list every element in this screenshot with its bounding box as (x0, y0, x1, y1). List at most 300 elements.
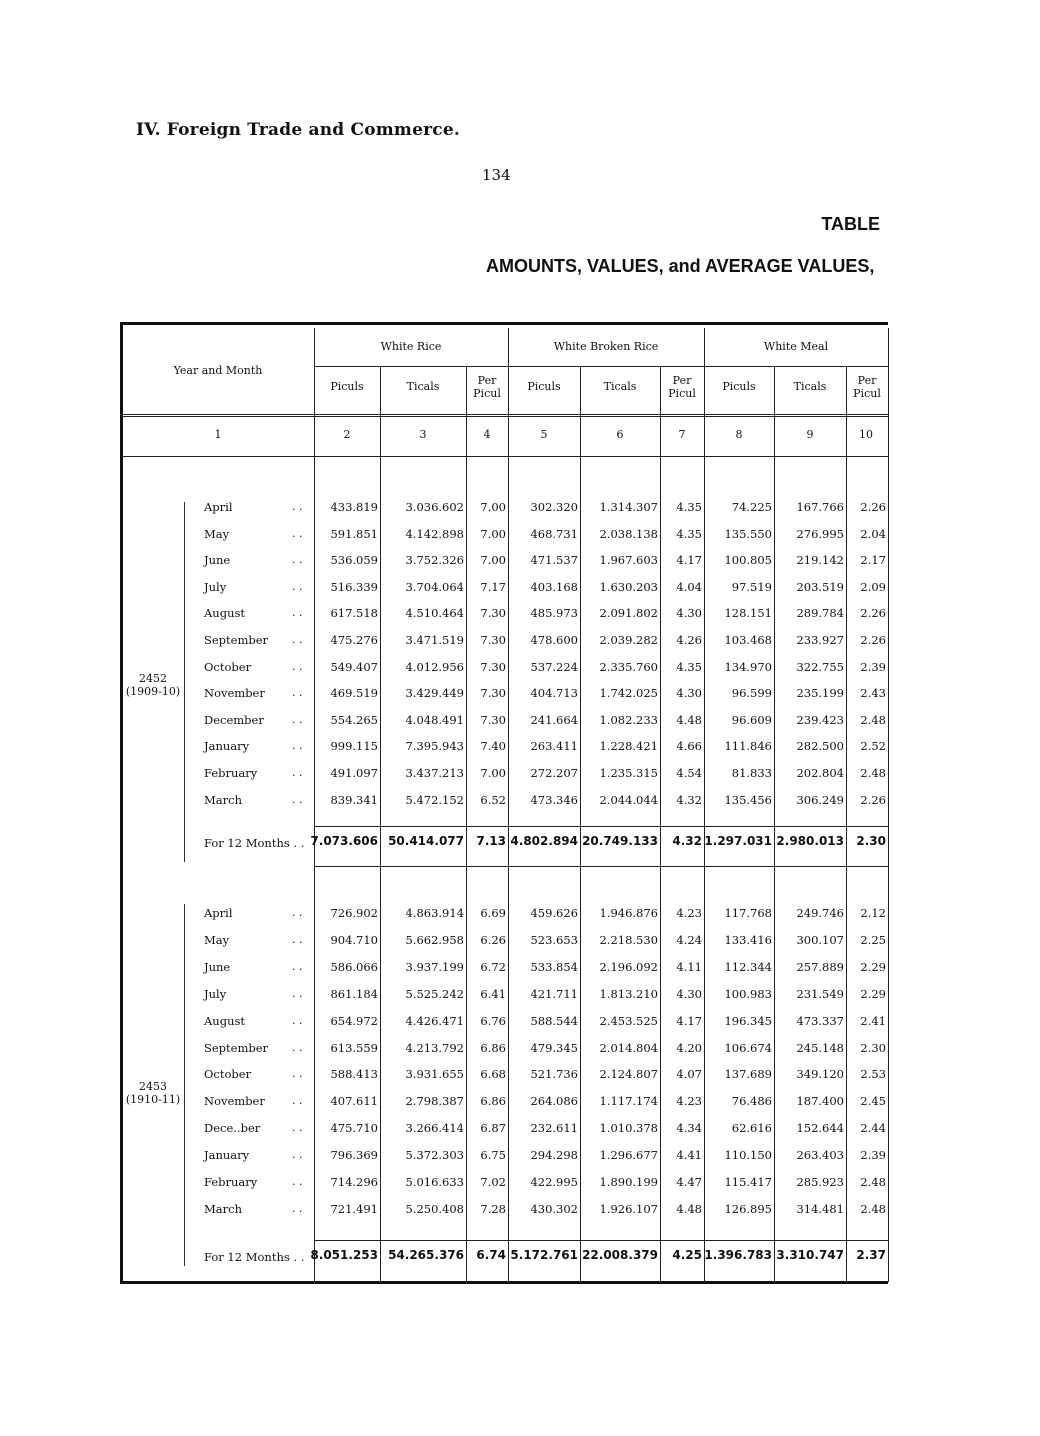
table-cell: 588.544 (530, 1014, 578, 1028)
table-cell: 3.429.449 (405, 686, 464, 700)
table-cell: 245.148 (796, 1041, 844, 1055)
table-cell: 4.510.464 (405, 606, 464, 620)
table-cell: 796.369 (330, 1148, 378, 1162)
table-cell: 586.066 (330, 960, 378, 974)
table-cell: 2.26 (860, 500, 886, 514)
header-subcol: Per Picul (668, 374, 696, 400)
total-cell: 5.172.761 (510, 1248, 578, 1262)
column-rule (580, 366, 581, 1282)
table-word: TABLE (821, 214, 880, 234)
table-cell: 861.184 (330, 987, 378, 1001)
table-cell: 257.889 (796, 960, 844, 974)
table-cell: 4.35 (676, 500, 702, 514)
table-cell: 3.266.414 (405, 1121, 464, 1135)
table-cell: 2.26 (860, 793, 886, 807)
table-cell: 135.550 (724, 527, 772, 541)
table-cell: 714.296 (330, 1175, 378, 1189)
table-cell: 1.228.421 (599, 739, 658, 753)
table-cell: 81.833 (731, 766, 772, 780)
table-cell: 459.626 (530, 906, 578, 920)
year-label-ce: (1910-11) (125, 1093, 181, 1106)
table-cell: 1.890.199 (599, 1175, 658, 1189)
table-cell: 7.30 (480, 713, 506, 727)
table-cell: 128.151 (724, 606, 772, 620)
table-cell: 294.298 (530, 1148, 578, 1162)
month-label: November (204, 686, 265, 700)
column-number: 5 (540, 428, 548, 441)
table-cell: 4.48 (676, 1202, 702, 1216)
table-cell: 7.30 (480, 660, 506, 674)
table-cell: 4.20 (676, 1041, 702, 1055)
table-cell: 4.30 (676, 686, 702, 700)
table-cell: 1.235.315 (599, 766, 658, 780)
month-label: November (204, 1094, 265, 1108)
table-cell: 7.02 (480, 1175, 506, 1189)
table-cell: 2.196.092 (599, 960, 658, 974)
month-label: October (204, 660, 252, 674)
table-cell: 282.500 (796, 739, 844, 753)
table-cell: 1.946.876 (599, 906, 658, 920)
table-cell: 549.407 (330, 660, 378, 674)
total-cell: 50.414.077 (388, 834, 464, 848)
table-cell: 126.895 (724, 1202, 772, 1216)
table-cell: 1.926.107 (599, 1202, 658, 1216)
table-cell: 6.52 (480, 793, 506, 807)
table-cell: 726.902 (330, 906, 378, 920)
table-cell: 152.644 (796, 1121, 844, 1135)
total-cell: 1.396.783 (704, 1248, 772, 1262)
table-cell: 4.54 (676, 766, 702, 780)
table-cell: 469.519 (330, 686, 378, 700)
leader-dots: . . (292, 933, 303, 946)
leader-dots: . . (292, 686, 303, 699)
table-cell: 1.296.677 (599, 1148, 658, 1162)
leader-dots: . . (292, 553, 303, 566)
table-cell: 2.25 (860, 933, 886, 947)
table-cell: 5.372.303 (405, 1148, 464, 1162)
row-rule (314, 826, 888, 827)
column-rule (466, 366, 467, 1282)
total-cell: 3.310.747 (776, 1248, 844, 1262)
table-cell: 2.48 (860, 766, 886, 780)
table-cell: 4.48 (676, 713, 702, 727)
leader-dots: . . (292, 660, 303, 673)
table-cell: 5.472.152 (405, 793, 464, 807)
table-cell: 263.411 (530, 739, 578, 753)
table-cell: 3.937.199 (405, 960, 464, 974)
table-cell: 4.30 (676, 606, 702, 620)
table-cell: 135.456 (724, 793, 772, 807)
table-cell: 407.611 (330, 1094, 378, 1108)
table-cell: 479.345 (530, 1041, 578, 1055)
table-cell: 2.48 (860, 1202, 886, 1216)
table-cell: 478.600 (530, 633, 578, 647)
table-cell: 3.036.602 (405, 500, 464, 514)
column-rule (846, 366, 847, 1282)
month-label: September (204, 633, 269, 647)
table-cell: 6.75 (480, 1148, 506, 1162)
year-label: 2453 (139, 1080, 167, 1093)
table-cell: 322.755 (796, 660, 844, 674)
total-cell: 4.802.894 (510, 834, 578, 848)
table-cell: 235.199 (796, 686, 844, 700)
table-cell: 7.30 (480, 606, 506, 620)
table-cell: 2.044.044 (599, 793, 658, 807)
table-cell: 5.662.958 (405, 933, 464, 947)
table-cell: 232.611 (530, 1121, 578, 1135)
month-label: July (204, 987, 227, 1001)
table-cell: 1.117.174 (599, 1094, 658, 1108)
table-cell: 3.752.326 (405, 553, 464, 567)
column-rule (704, 328, 705, 1282)
table-cell: 4.26 (676, 633, 702, 647)
month-label: April (204, 906, 233, 920)
table-cell: 241.664 (530, 713, 578, 727)
table-cell: 2.26 (860, 606, 886, 620)
table-cell: 613.559 (330, 1041, 378, 1055)
table-cell: 202.804 (796, 766, 844, 780)
leader-dots: . . (292, 739, 303, 752)
header-rule (122, 456, 888, 457)
table-cell: 97.519 (731, 580, 772, 594)
table-cell: 5.016.633 (405, 1175, 464, 1189)
column-number: 3 (419, 428, 427, 441)
table-cell: 6.86 (480, 1041, 506, 1055)
row-rule (314, 866, 888, 867)
column-rule (774, 366, 775, 1282)
table-cell: 167.766 (796, 500, 844, 514)
table-cell: 473.346 (530, 793, 578, 807)
year-brace (184, 502, 185, 862)
table-cell: 7.17 (480, 580, 506, 594)
month-label: August (204, 1014, 246, 1028)
table-cell: 4.04 (676, 580, 702, 594)
table-cell: 554.265 (330, 713, 378, 727)
leader-dots: . . (292, 793, 303, 806)
table-cell: 2.014.804 (599, 1041, 658, 1055)
table-cell: 7.00 (480, 766, 506, 780)
table-cell: 4.66 (676, 739, 702, 753)
column-number: 1 (214, 428, 222, 441)
table-cell: 2.52 (860, 739, 886, 753)
leader-dots: . . (292, 500, 303, 513)
total-cell: 4.25 (672, 1248, 702, 1262)
table-cell: 516.339 (330, 580, 378, 594)
table-cell: 249.746 (796, 906, 844, 920)
header-rule (122, 414, 888, 415)
total-cell: 20.749.133 (582, 834, 658, 848)
table-cell: 588.413 (330, 1067, 378, 1081)
header-group: White Rice (380, 340, 442, 353)
leader-dots: . . (292, 1041, 303, 1054)
table-cell: 106.674 (724, 1041, 772, 1055)
total-cell: 2.30 (856, 834, 886, 848)
table-cell: 471.537 (530, 553, 578, 567)
total-cell: 7.073.606 (310, 834, 378, 848)
header-subcol: Per Picul (853, 374, 881, 400)
table-cell: 2.039.282 (599, 633, 658, 647)
total-cell: 22.008.379 (582, 1248, 658, 1262)
table-cell: 1.630.203 (599, 580, 658, 594)
header-subcol: Ticals (406, 380, 440, 393)
table-cell: 421.711 (530, 987, 578, 1001)
table-cell: 2.09 (860, 580, 886, 594)
table-cell: 100.805 (724, 553, 772, 567)
header-subcol: Piculs (722, 380, 756, 393)
month-label: February (204, 766, 258, 780)
table-cell: 264.086 (530, 1094, 578, 1108)
table-cell: 4.47 (676, 1175, 702, 1189)
total-cell: 2.980.013 (776, 834, 844, 848)
table-cell: 721.491 (330, 1202, 378, 1216)
header-subcol: Ticals (793, 380, 827, 393)
column-rule (380, 366, 381, 1282)
total-cell: 4.32 (672, 834, 702, 848)
table-cell: 2.53 (860, 1067, 886, 1081)
table-cell: 485.973 (530, 606, 578, 620)
table-cell: 4.17 (676, 553, 702, 567)
total-cell: 8.051.253 (310, 1248, 378, 1262)
table-cell: 4.048.491 (405, 713, 464, 727)
header-year-month: Year and Month (173, 364, 263, 377)
table-cell: 4.11 (676, 960, 702, 974)
leader-dots: . . (292, 713, 303, 726)
table-cell: 1.742.025 (599, 686, 658, 700)
table-cell: 491.097 (330, 766, 378, 780)
table-cell: 5.525.242 (405, 987, 464, 1001)
leader-dots: . . (292, 906, 303, 919)
table-cell: 403.168 (530, 580, 578, 594)
table-cell: 7.40 (480, 739, 506, 753)
table-cell: 7.395.943 (405, 739, 464, 753)
header-subcol: Piculs (527, 380, 561, 393)
table-cell: 4.41 (676, 1148, 702, 1162)
leader-dots: . . (292, 1067, 303, 1080)
table-cell: 4.35 (676, 660, 702, 674)
table-cell: 2.29 (860, 960, 886, 974)
month-label: December (204, 713, 264, 727)
leader-dots: . . (292, 1121, 303, 1134)
table-cell: 4.35 (676, 527, 702, 541)
table-cell: 4.012.956 (405, 660, 464, 674)
table-cell: 96.599 (731, 686, 772, 700)
table-cell: 6.26 (480, 933, 506, 947)
header-rule (122, 416, 888, 417)
leader-dots: . . (292, 1148, 303, 1161)
table-cell: 239.423 (796, 713, 844, 727)
leader-dots: . . (292, 580, 303, 593)
column-number: 10 (859, 428, 873, 441)
column-rule (508, 328, 509, 1282)
table-cell: 6.68 (480, 1067, 506, 1081)
total-cell: 1.297.031 (704, 834, 772, 848)
table-cell: 115.417 (724, 1175, 772, 1189)
column-number: 7 (678, 428, 686, 441)
table-cell: 111.846 (724, 739, 772, 753)
column-rule (314, 328, 315, 1282)
table-cell: 7.00 (480, 500, 506, 514)
table-caption: AMOUNTS, VALUES, and AVERAGE VALUES, (486, 256, 875, 276)
table-cell: 2.12 (860, 906, 886, 920)
leader-dots: . . (292, 766, 303, 779)
table-cell: 6.41 (480, 987, 506, 1001)
table-cell: 3.704.064 (405, 580, 464, 594)
table-cell: 3.931.655 (405, 1067, 464, 1081)
header-subcol: Piculs (330, 380, 364, 393)
table-cell: 117.768 (724, 906, 772, 920)
table-cell: 904.710 (330, 933, 378, 947)
table-cell: 999.115 (330, 739, 378, 753)
table-cell: 233.927 (796, 633, 844, 647)
table-cell: 7.30 (480, 686, 506, 700)
table-cell: 1.010.378 (599, 1121, 658, 1135)
leader-dots: . . (292, 960, 303, 973)
leader-dots: . . (292, 1202, 303, 1215)
table-cell: 3.437.213 (405, 766, 464, 780)
total-cell: 6.74 (476, 1248, 506, 1262)
table-cell: 521.736 (530, 1067, 578, 1081)
table-cell: 133.416 (724, 933, 772, 947)
month-label: September (204, 1041, 269, 1055)
column-number: 8 (735, 428, 743, 441)
table-cell: 2.091.802 (599, 606, 658, 620)
table-cell: 537.224 (530, 660, 578, 674)
table-cell: 110.150 (724, 1148, 772, 1162)
table-cell: 2.124.807 (599, 1067, 658, 1081)
table-cell: 100.983 (724, 987, 772, 1001)
table-cell: 1.082.233 (599, 713, 658, 727)
table-cell: 4.213.792 (405, 1041, 464, 1055)
total-cell: 2.37 (856, 1248, 886, 1262)
table-cell: 2.798.387 (405, 1094, 464, 1108)
table-cell: 62.616 (731, 1121, 772, 1135)
table-cell: 4.34 (676, 1121, 702, 1135)
table-cell: 1.967.603 (599, 553, 658, 567)
table-cell: 272.207 (530, 766, 578, 780)
table-cell: 96.609 (731, 713, 772, 727)
total-cell: 7.13 (476, 834, 506, 848)
leader-dots: . . (292, 1094, 303, 1107)
year-brace (184, 904, 185, 1266)
month-label: May (204, 933, 230, 947)
table-cell: 103.468 (724, 633, 772, 647)
column-number: 9 (806, 428, 814, 441)
table-cell: 289.784 (796, 606, 844, 620)
table-cell: 137.689 (724, 1067, 772, 1081)
year-label-ce: (1909-10) (125, 685, 181, 698)
table-cell: 196.345 (724, 1014, 772, 1028)
table-cell: 404.713 (530, 686, 578, 700)
month-label: February (204, 1175, 258, 1189)
table-cell: 2.41 (860, 1014, 886, 1028)
total-label: For 12 Months . . (204, 836, 305, 850)
table-cell: 276.995 (796, 527, 844, 541)
table-cell: 2.30 (860, 1041, 886, 1055)
table-cell: 536.059 (330, 553, 378, 567)
table-cell: 468.731 (530, 527, 578, 541)
table-cell: 2.26 (860, 633, 886, 647)
leader-dots: . . (292, 606, 303, 619)
table-cell: 2.48 (860, 1175, 886, 1189)
table-cell: 7.28 (480, 1202, 506, 1216)
table-cell: 4.30 (676, 987, 702, 1001)
table-cell: 4.32 (676, 793, 702, 807)
table-cell: 2.29 (860, 987, 886, 1001)
table-cell: 4.863.914 (405, 906, 464, 920)
table-cell: 302.320 (530, 500, 578, 514)
table-cell: 473.337 (796, 1014, 844, 1028)
table-cell: 2.335.760 (599, 660, 658, 674)
table-cell: 7.30 (480, 633, 506, 647)
table-cell: 4.426.471 (405, 1014, 464, 1028)
table-cell: 314.481 (796, 1202, 844, 1216)
table-cell: 1.314.307 (599, 500, 658, 514)
table-cell: 74.225 (731, 500, 772, 514)
column-rule (888, 328, 889, 1282)
leader-dots: . . (292, 1175, 303, 1188)
column-number: 4 (483, 428, 491, 441)
table-cell: 533.854 (530, 960, 578, 974)
header-rule (314, 366, 888, 367)
table-cell: 231.549 (796, 987, 844, 1001)
table-cell: 187.400 (796, 1094, 844, 1108)
table-cell: 112.344 (724, 960, 772, 974)
table-cell: 1.813.210 (599, 987, 658, 1001)
table-cell: 4.23 (676, 1094, 702, 1108)
table-cell: 422.995 (530, 1175, 578, 1189)
table-cell: 219.142 (796, 553, 844, 567)
header-subcol: Per Picul (473, 374, 501, 400)
header-group: White Meal (763, 340, 829, 353)
header-subcol: Ticals (603, 380, 637, 393)
table-cell: 433.819 (330, 500, 378, 514)
table-cell: 76.486 (731, 1094, 772, 1108)
table-cell: 2.44 (860, 1121, 886, 1135)
table-cell: 6.87 (480, 1121, 506, 1135)
section-heading: IV. Foreign Trade and Commerce. (136, 120, 460, 140)
table-cell: 2.48 (860, 713, 886, 727)
table-cell: 4.142.898 (405, 527, 464, 541)
month-label: June (204, 960, 231, 974)
table-cell: 300.107 (796, 933, 844, 947)
column-rule (660, 366, 661, 1282)
month-label: Dece..ber (204, 1121, 261, 1135)
month-label: May (204, 527, 230, 541)
table-cell: 285.923 (796, 1175, 844, 1189)
column-number: 6 (616, 428, 624, 441)
leader-dots: . . (292, 633, 303, 646)
table-cell: 654.972 (330, 1014, 378, 1028)
table-cell: 523.653 (530, 933, 578, 947)
table-cell: 4.07 (676, 1067, 702, 1081)
table-cell: 7.00 (480, 527, 506, 541)
total-cell: 54.265.376 (388, 1248, 464, 1262)
table-cell: 3.471.519 (405, 633, 464, 647)
table-cell: 2.453.525 (599, 1014, 658, 1028)
column-number: 2 (343, 428, 351, 441)
table-cell: 6.86 (480, 1094, 506, 1108)
table-cell: 2.038.138 (599, 527, 658, 541)
table-cell: 430.302 (530, 1202, 578, 1216)
table-cell: 2.04 (860, 527, 886, 541)
table-cell: 4.17 (676, 1014, 702, 1028)
table-cell: 2.39 (860, 1148, 886, 1162)
table-cell: 2.43 (860, 686, 886, 700)
month-label: March (204, 1202, 242, 1216)
month-label: January (204, 739, 250, 753)
table-cell: 4.24 (676, 933, 702, 947)
month-label: October (204, 1067, 252, 1081)
